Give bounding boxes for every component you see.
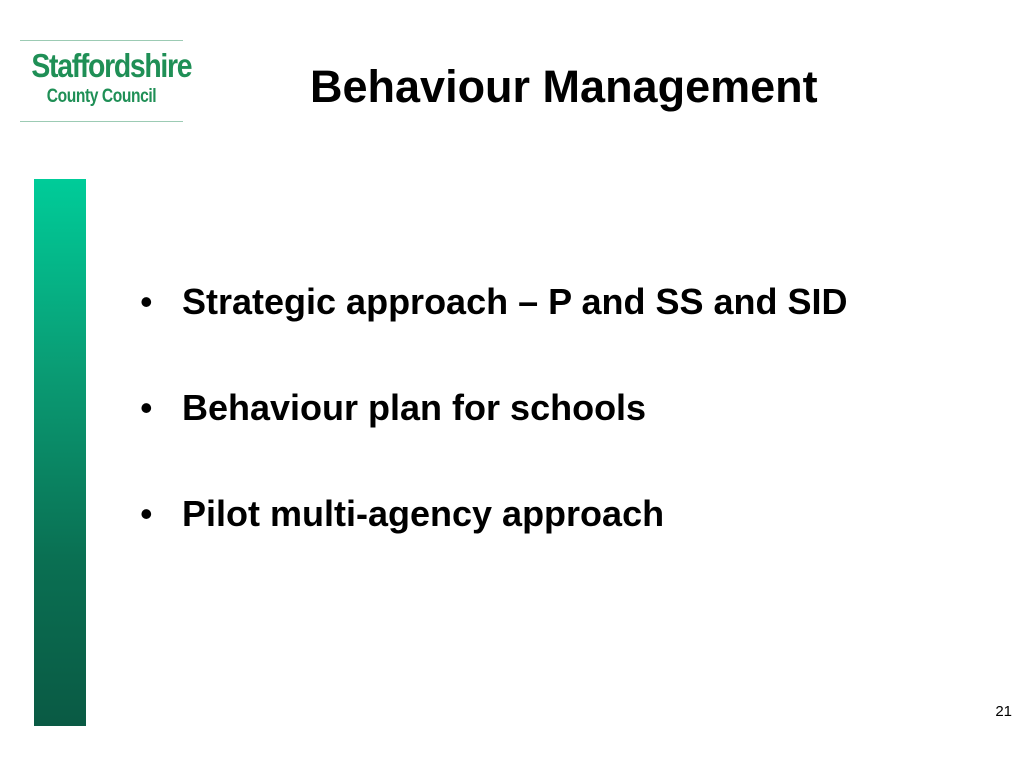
bullet-icon: • [140,493,153,534]
logo-text-line2: County Council [46,86,157,107]
bullet-item [140,488,848,540]
bullet-text: Pilot multi-agency approach [182,493,665,534]
bullet-icon: • [140,281,153,322]
bullet-icon: • [140,387,153,428]
staffordshire-logo [20,40,192,122]
bullet-list [140,276,848,594]
page-number: 21 [995,703,1012,720]
logo-text-line1: Staffordshire [31,47,192,84]
bullet-text: Behaviour plan for schools [182,387,647,428]
slide-title: Behaviour Management [310,61,818,112]
decorative-gradient-bar [34,179,86,726]
bullet-item [140,276,848,328]
bullet-text: Strategic approach – P and SS and SID [182,281,848,322]
bullet-item [140,382,848,434]
